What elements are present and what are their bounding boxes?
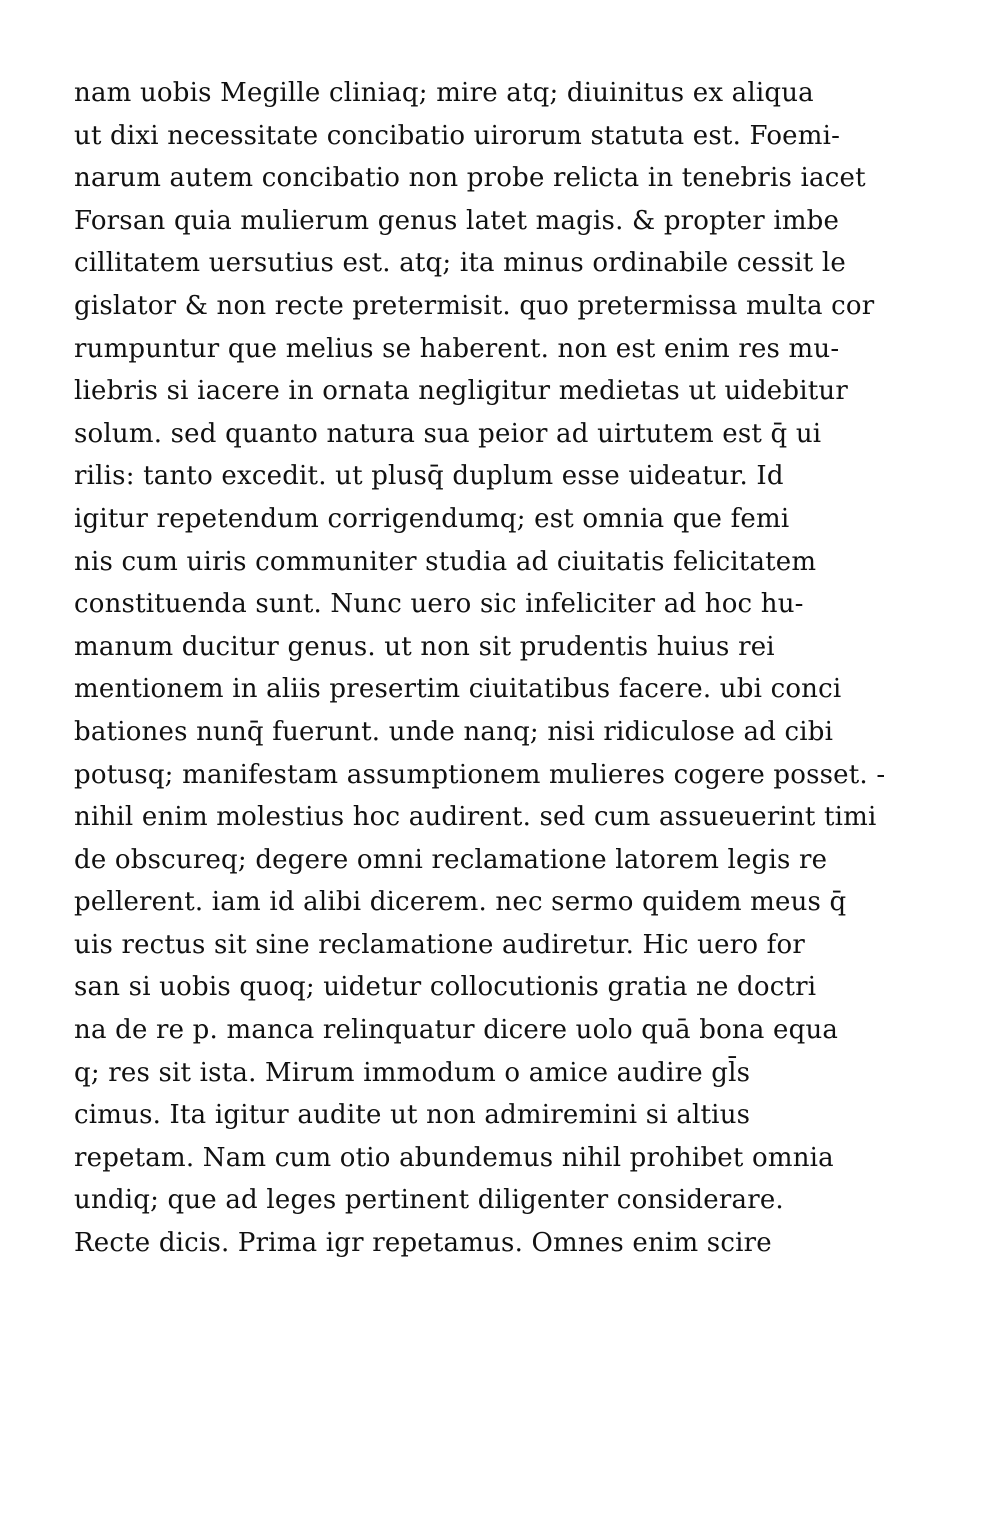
text-line: ut dixi necessitate concibatio uirorum statuta est. Foemi- xyxy=(74,120,841,151)
text-line: pellerent. iam id alibi dicerem. nec sermo quidem meus q̄ xyxy=(74,887,847,918)
text-line: de obscureq; degere omni reclamatione latorem legis re xyxy=(74,844,828,875)
text-line: undiq; que ad leges pertinent diligenter considerare. xyxy=(74,1185,784,1216)
text-line: liebris si iacere in ornata negligitur medietas ut uidebitur xyxy=(74,376,848,407)
text-line: cillitatem uersutius est. atq; ita minus ordinabile cessit le xyxy=(74,248,846,279)
text-line: Recte dicis. Prima igr repetamus. Omnes enim scire xyxy=(74,1228,772,1259)
text-line: manum ducitur genus. ut non sit prudentis huius rei xyxy=(74,631,775,662)
text-line: na de re p. manca relinquatur dicere uolo quā bona equa xyxy=(74,1015,839,1046)
text-line: rumpuntur que melius se haberent. non est enim res mu- xyxy=(74,333,840,364)
text-line: repetam. Nam cum otio abundemus nihil prohibet omnia xyxy=(74,1142,834,1173)
text-line: gislator & non recte pretermisit. quo pretermissa multa cor xyxy=(74,290,875,321)
text-line: igitur repetendum corrigendumq; est omnia que femi xyxy=(74,503,790,534)
text-line: narum autem concibatio non probe relicta in tenebris iacet xyxy=(74,163,866,194)
text-line: nam uobis Megille cliniaq; mire atq; diuinitus ex aliqua xyxy=(74,78,814,108)
text-line: potusq; manifestam assumptionem mulieres cogere posset. - xyxy=(74,759,886,790)
manuscript-text-block xyxy=(74,72,954,1265)
text-line: bationes nunq̄ fuerunt. unde nanq; nisi ridiculose ad cibi xyxy=(74,716,834,747)
text-line: solum. sed quanto natura sua peior ad uirtutem est q̄ ui xyxy=(74,418,822,449)
text-line: nis cum uiris communiter studia ad ciuitatis felicitatem xyxy=(74,546,817,577)
text-line: constituenda sunt. Nunc uero sic infeliciter ad hoc hu- xyxy=(74,589,804,620)
text-line: Forsan quia mulierum genus latet magis. & propter imbe xyxy=(74,205,840,236)
text-line: san si uobis quoq; uidetur collocutionis gratia ne doctri xyxy=(74,972,817,1003)
text-line: nihil enim molestius hoc audirent. sed cum assueuerint timi xyxy=(74,802,877,833)
text-line: mentionem in aliis presertim ciuitatibus facere. ubi conci xyxy=(74,674,842,705)
text-line: uis rectus sit sine reclamatione audiretur. Hic uero for xyxy=(74,929,805,960)
text-line: rilis: tanto excedit. ut plusq̄ duplum esse uideatur. Id xyxy=(74,461,784,492)
text-line: q; res sit ista. Mirum immodum o amice audire gl̄s xyxy=(74,1057,751,1088)
text-line: cimus. Ita igitur audite ut non admiremini si altius xyxy=(74,1100,751,1131)
